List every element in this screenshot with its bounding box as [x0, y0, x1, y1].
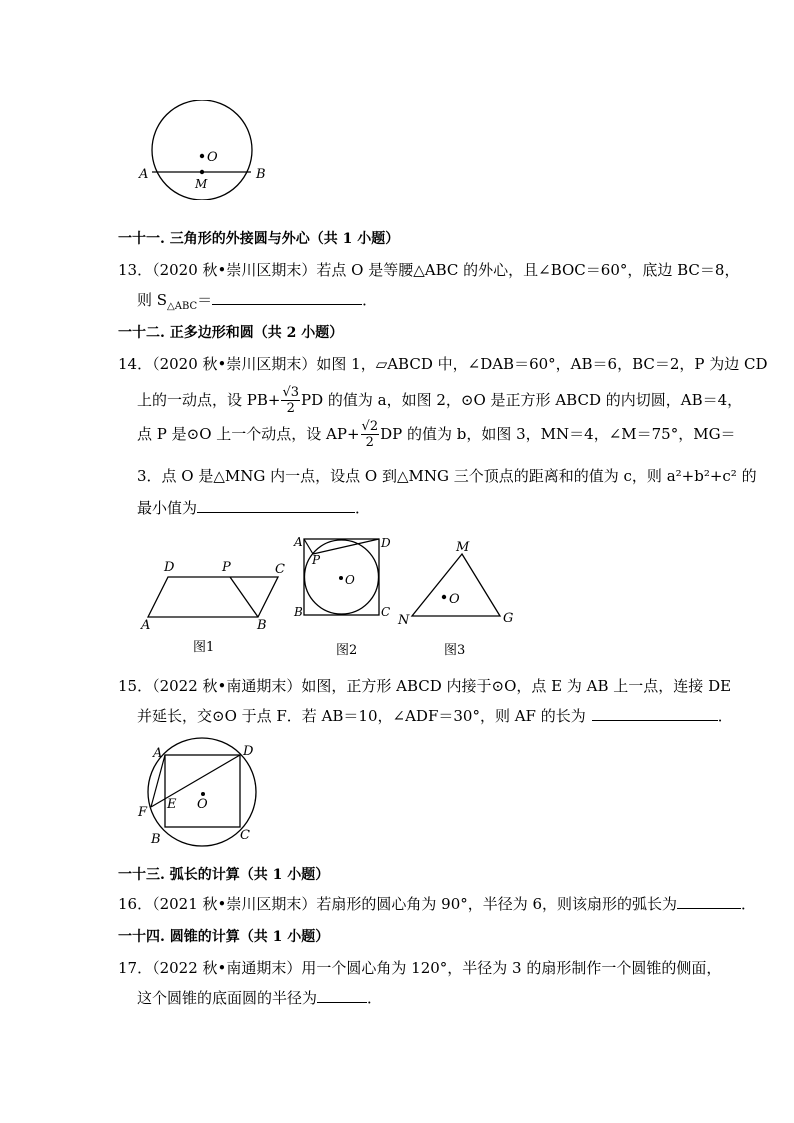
segment-pb: [230, 577, 258, 617]
fig3-label-n: N: [398, 613, 410, 628]
q14-line3: [137, 418, 736, 450]
q13-answer-blank[interactable]: [212, 290, 362, 305]
q16-line1-pre: 16．（2021 秋•崇川区期末）若扇形的圆心角为 90°，半径为 6，则该扇形的弧长为: [118, 895, 678, 913]
q14-line2-post: PD 的值为 a，如图 2，⊙O 是正方形 ABCD 的内切圆，AB＝4，: [301, 391, 743, 409]
fig15-label-o: O: [197, 797, 208, 812]
q14-line4: 3．点 O 是△MNG 内一点，设点 O 到△MNG 三个顶点的距离和的值为 c，则 a²+b²+c² 的: [137, 467, 757, 485]
fig15-label-f: F: [138, 805, 148, 820]
q13-line1: 13．（2020 秋•崇川区期末）若点 O 是等腰△ABC 的外心，且∠BOC＝60°，底边 BC＝8，: [118, 261, 740, 279]
label-a: A: [139, 167, 149, 182]
section-title-13: 一十三. 弧长的计算（共 1 小题）: [118, 867, 330, 883]
label-m: M: [195, 177, 208, 191]
q16-line1: [118, 894, 756, 914]
q14-line5: [137, 498, 370, 518]
label-b: B: [256, 167, 266, 182]
fig2-point-o: [339, 576, 343, 580]
section-title-14: 一十四. 圆锥的计算（共 1 小题）: [118, 929, 330, 945]
fig3-label-m: M: [456, 540, 470, 555]
q14-line2-pre: 上的一动点，设 PB+: [137, 391, 281, 409]
fig15-label-d: D: [243, 744, 254, 759]
q13-period: ．: [362, 291, 378, 309]
q14-period: ．: [355, 499, 371, 517]
q16-period: ．: [741, 895, 757, 913]
figure-3-triangle: [392, 538, 522, 662]
q14-frac2-num: √2: [361, 418, 379, 434]
label-o: O: [207, 150, 218, 165]
fig15-label-b: B: [151, 832, 161, 847]
q14-line3-post: DP 的值为 b，如图 3，MN＝4，∠M＝75°，MG＝: [380, 425, 736, 443]
q14-fraction-2: [361, 419, 380, 450]
q15-line2: [137, 706, 733, 726]
q14-line2: [137, 384, 742, 416]
fig1-label-d: D: [164, 560, 175, 575]
fig1-label-p: P: [222, 560, 231, 575]
fig2-caption: 图2: [336, 643, 358, 658]
fig3-label-g: G: [503, 611, 514, 626]
q13-equals: ＝: [197, 291, 213, 309]
fig3-point-o: [442, 595, 446, 599]
q15-line2-pre: 并延长，交⊙O 于点 F．若 AB＝10，∠ADF＝30°，则 AF 的长为: [137, 707, 586, 725]
q17-answer-blank[interactable]: [317, 988, 367, 1003]
fig2-label-a: A: [294, 535, 303, 549]
q15-line1: 15．（2022 秋•南通期末）如图，正方形 ABCD 内接于⊙O，点 E 为 AB 上一点，连接 DE: [118, 677, 732, 695]
q13-area-prefix: 则 S: [137, 291, 168, 309]
segment-af: [151, 755, 165, 807]
fig2-label-p: P: [312, 553, 321, 567]
fig1-label-a: A: [141, 618, 151, 633]
q14-frac1-den: 2: [286, 400, 295, 416]
fig1-caption: 图1: [193, 640, 215, 655]
q13-line2: [137, 290, 377, 317]
segment-ap: [304, 539, 313, 554]
fig3-label-o: O: [449, 592, 460, 607]
fig15-point-o: [201, 792, 205, 796]
q14-frac2-den: 2: [365, 434, 374, 450]
q14-line5-pre: 最小值为: [137, 499, 198, 517]
fig15-label-e: E: [167, 797, 177, 812]
q17-line2-pre: 这个圆锥的底面圆的半径为: [137, 989, 318, 1007]
fig1-label-b: B: [257, 618, 267, 633]
fig1-label-c: C: [275, 562, 285, 577]
q17-line2: [137, 988, 382, 1008]
section-title-11: 一十一. 三角形的外接圆与外心（共 1 小题）: [118, 231, 400, 247]
q13-area-sub: △ABC: [167, 301, 198, 312]
fig3-caption: 图3: [444, 643, 466, 658]
q17-line1: 17．（2022 秋•南通期末）用一个圆心角为 120°，半径为 3 的扇形制作一个圆锥的侧面，: [118, 959, 722, 977]
fig2-label-o: O: [345, 573, 355, 587]
q14-frac1-num: √3: [282, 384, 300, 400]
q17-period: ．: [367, 989, 383, 1007]
fig2-label-c: C: [381, 605, 391, 619]
fig2-label-b: B: [294, 605, 303, 619]
fig15-label-c: C: [240, 828, 250, 843]
q16-answer-blank[interactable]: [677, 894, 741, 909]
q14-line3-pre: 点 P 是⊙O 上一个动点，设 AP+: [137, 425, 360, 443]
point-o: [200, 154, 204, 158]
fig2-label-d: D: [381, 536, 391, 550]
figure-circle-chord: [130, 100, 280, 200]
q14-answer-blank[interactable]: [197, 498, 355, 513]
figure-1-parallelogram: [135, 555, 295, 660]
point-m: [200, 170, 204, 174]
figure-15-inscribed-square: [132, 736, 272, 848]
parallelogram-abcd: [148, 577, 278, 617]
q14-fraction-1: [281, 385, 300, 416]
section-title-12: 一十二. 正多边形和圆（共 2 小题）: [118, 325, 344, 341]
q14-line1: 14．（2020 秋•崇川区期末）如图 1，▱ABCD 中，∠DAB＝60°，AB＝6，BC＝2，P 为边 CD: [118, 355, 768, 373]
q15-period: ．: [717, 707, 733, 725]
figure-2-square-incircle: [290, 532, 400, 660]
square-abcd-15: [165, 755, 240, 827]
q15-answer-blank[interactable]: [592, 706, 718, 721]
fig15-label-a: A: [153, 746, 163, 761]
